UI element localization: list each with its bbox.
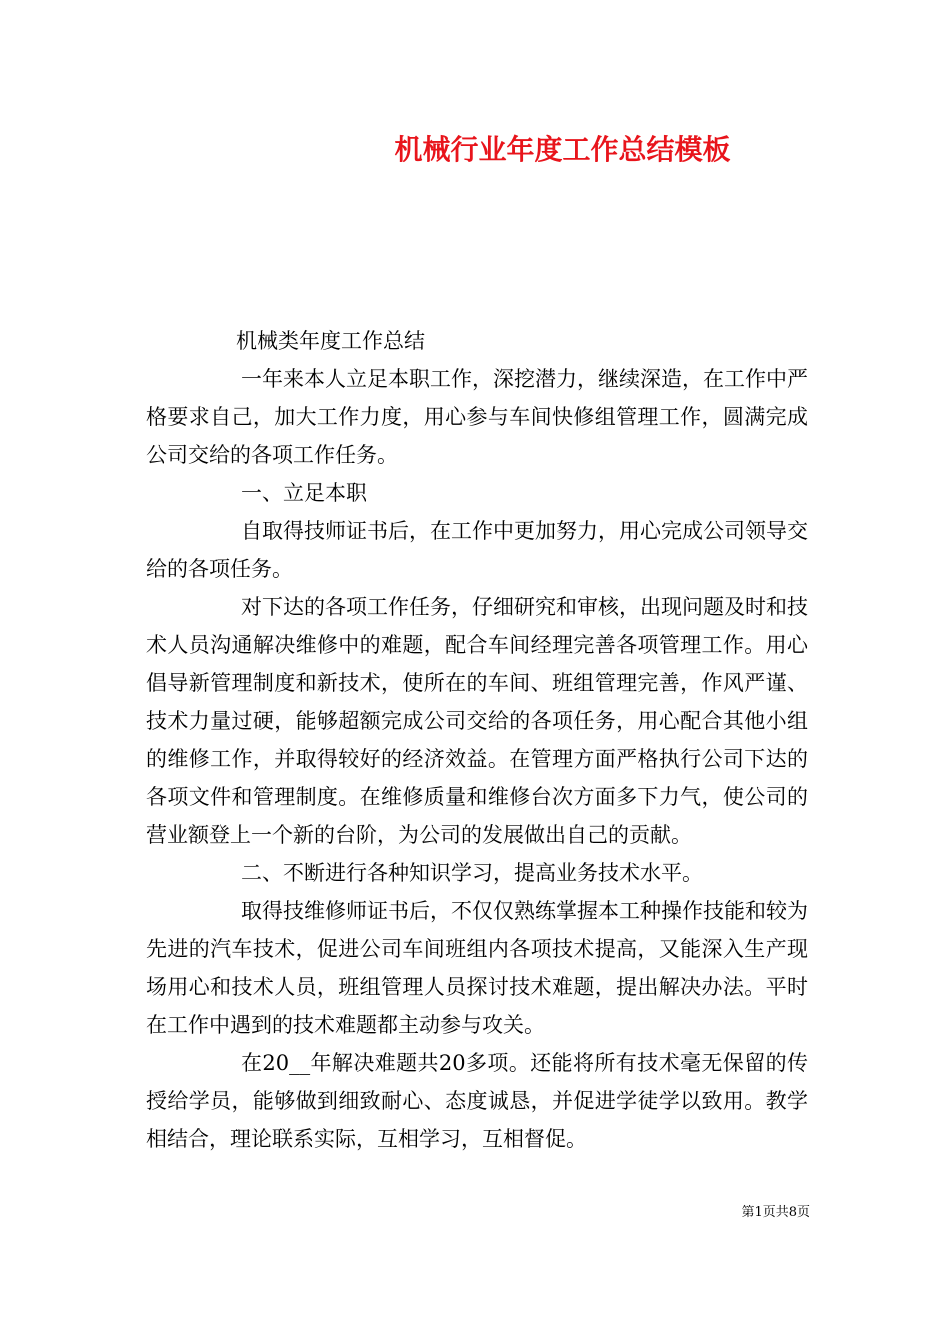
page-title: 机械行业年度工作总结模板 bbox=[394, 133, 731, 166]
page-footer: 第1页共8页 bbox=[741, 1205, 810, 1220]
document-body bbox=[146, 322, 808, 1158]
paragraph-achievements: 在20__年解决难题共20多项。还能将所有技术毫无保留的传授给学员，能够做到细致耐心、态度诚恳，并促进学徒学以致用。教学相结合，理论联系实际，互相学习，互相督促。 bbox=[146, 1051, 808, 1151]
section-heading-2: 二、不断进行各种知识学习，提高业务技术水平。 bbox=[241, 861, 703, 885]
section-heading-1: 一、立足本职 bbox=[241, 481, 367, 505]
paragraph-intro: 一年来本人立足本职工作，深挖潜力，继续深造，在工作中严格要求自己，加大工作力度，用心参与车间快修组管理工作，圆满完成公司交给的各项工作任务。 bbox=[146, 367, 808, 467]
document-heading: 机械类年度工作总结 bbox=[236, 329, 425, 353]
paragraph-skills: 取得技维修师证书后，不仅仅熟练掌握本工种操作技能和较为先进的汽车技术，促进公司车间班组内各项技术提高，又能深入生产现场用心和技术人员，班组管理人员探讨技术难题，提出解决办法。平时在工作中遇到的技术难题都主动参与攻关。 bbox=[146, 899, 808, 1037]
paragraph-certificate: 自取得技师证书后，在工作中更加努力，用心完成公司领导交给的各项任务。 bbox=[146, 519, 808, 581]
paragraph-tasks: 对下达的各项工作任务，仔细研究和审核，出现问题及时和技术人员沟通解决维修中的难题，配合车间经理完善各项管理工作。用心倡导新管理制度和新技术，使所在的车间、班组管理完善，作风严谨、技术力量过硬，能够超额完成公司交给的各项任务，用心配合其他小组的维修工作，并取得较好的经济效益。在管理方面严格执行公司下达的各项文件和管理制度。在维修质量和维修台次方面多下力气，使公司的营业额登上一个新的台阶，为公司的发展做出自己的贡献。 bbox=[146, 595, 808, 847]
